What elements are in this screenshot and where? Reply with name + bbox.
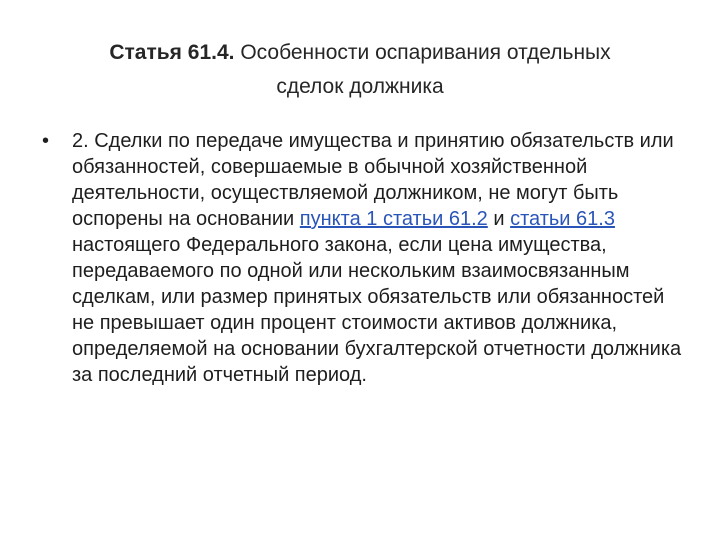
slide-content [42, 128, 682, 388]
link-article-61-2[interactable]: пункта 1 статьи 61.2 [299, 208, 488, 230]
link-article-61-3[interactable]: статьи 61.3 [510, 208, 615, 230]
bullet-text-start: 2. Сделки по передаче имущества и принятию обязательств или обязанностей, совершаемые в обычной хозяйственной деятельности, осуществляемой должником, не могут быть оспорены на основании [72, 130, 674, 230]
title-line2: сделок должника [276, 75, 444, 98]
bullet-marker: • [42, 130, 50, 152]
bullet-text-between: и [487, 208, 511, 230]
slide-title [40, 36, 680, 104]
bullet-item [42, 128, 682, 388]
bullet-text-end: настоящего Федерального закона, если цена имущества, передаваемого по одной или нескольким взаимосвязанным сделкам, или размер принятых обязательств или обязанностей не превышает один процент стоимости активов должника, определяемой на основании бухгалтерской отчетности должника за последний отчетный период. [72, 234, 682, 386]
title-article-number: Статья 61.4. [109, 41, 235, 64]
title-line1-rest: Особенности оспаривания отдельных [240, 41, 611, 64]
